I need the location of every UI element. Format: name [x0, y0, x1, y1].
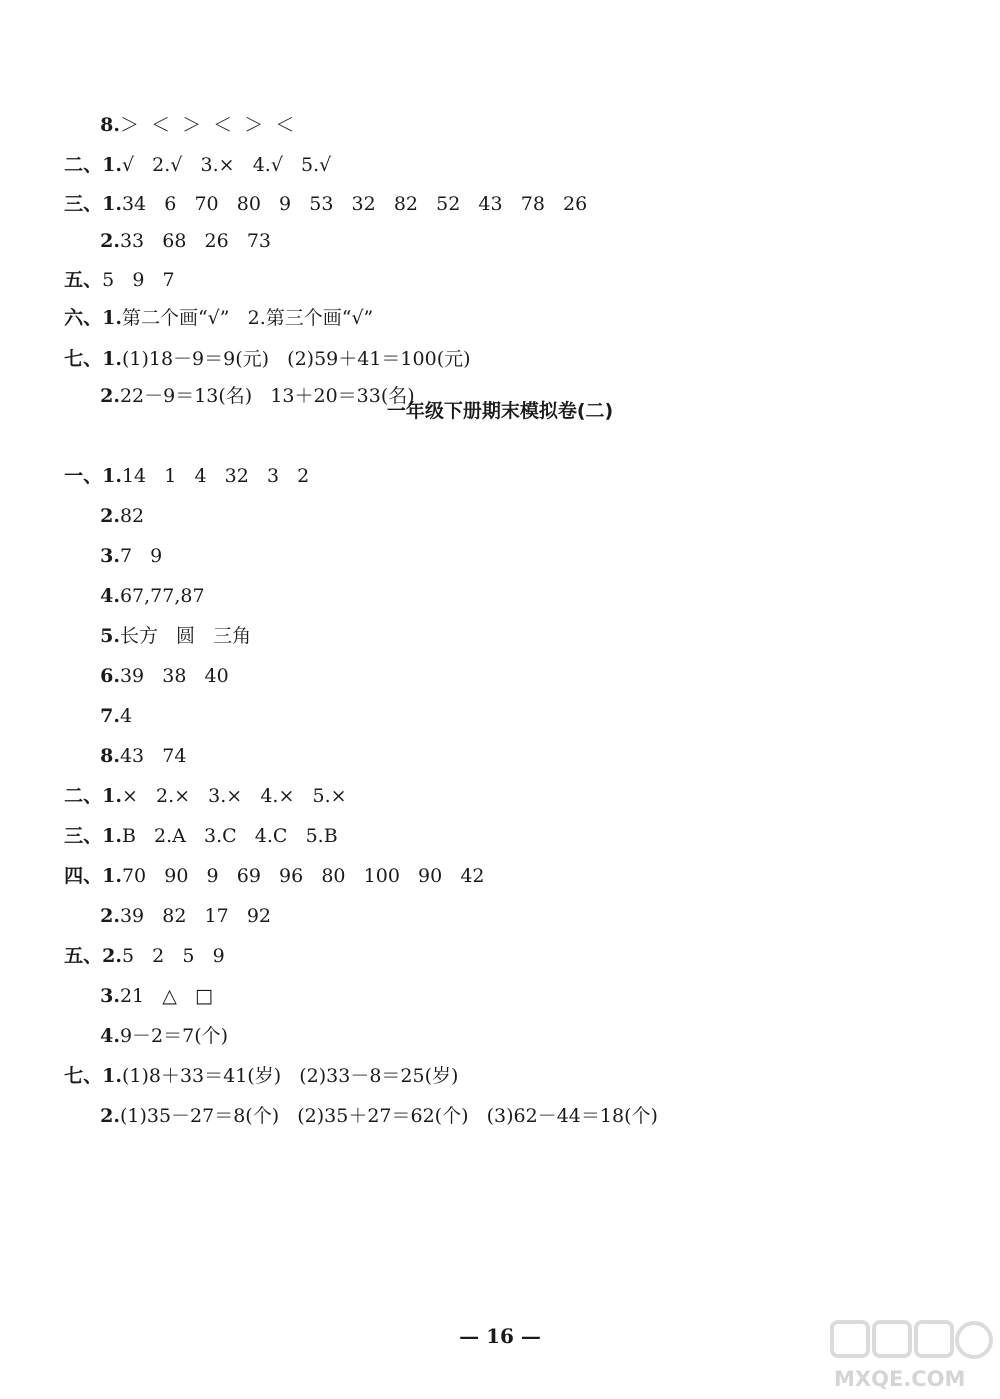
answer-line: 3.21 △ □ — [100, 985, 213, 1007]
section-title: 一年级下册期末模拟卷(二) — [386, 400, 614, 422]
page-number: — 16 — — [459, 1324, 541, 1348]
answer-line: 七、1.(1)8＋33＝41(岁) (2)33－8＝25(岁) — [64, 1065, 459, 1087]
answer-line: 2.22－9＝13(名) 13＋20＝33(名) — [100, 385, 415, 407]
answer-line: 3.7 9 — [100, 545, 163, 567]
answer-line: 一、1.14 1 4 32 3 2 — [64, 465, 310, 487]
answer-line: 8.＞ ＜ ＞ ＜ ＞ ＜ — [100, 114, 295, 136]
answer-line: 6.39 38 40 — [100, 665, 229, 687]
answer-line: 5.长方 圆 三角 — [100, 625, 252, 647]
answer-line: 8.43 74 — [100, 745, 187, 767]
answer-line: 二、1.√ 2.√ 3.× 4.√ 5.√ — [64, 154, 332, 176]
answer-line: 六、1.第二个画“√” 2.第三个画“√” — [64, 307, 374, 329]
watermark-logo — [828, 1318, 996, 1394]
answer-line: 4.9－2＝7(个) — [100, 1025, 229, 1047]
answer-line: 二、1.× 2.× 3.× 4.× 5.× — [64, 785, 347, 807]
answer-line: 三、1.B 2.A 3.C 4.C 5.B — [64, 825, 338, 847]
answer-line: 五、2.5 2 5 9 — [64, 945, 225, 967]
answer-line: 三、1.34 6 70 80 9 53 32 82 52 43 78 26 — [64, 193, 588, 215]
answer-line: 五、5 9 7 — [64, 269, 175, 291]
answer-line: 4.67,77,87 — [100, 585, 205, 607]
answer-line: 2.33 68 26 73 — [100, 230, 272, 252]
answer-line: 2.39 82 17 92 — [100, 905, 272, 927]
answer-line: 四、1.70 90 9 69 96 80 100 90 42 — [64, 865, 485, 887]
answer-line: 七、1.(1)18－9＝9(元) (2)59＋41＝100(元) — [64, 348, 471, 370]
answer-line: 2.(1)35－27＝8(个) (2)35＋27＝62(个) (3)62－44＝18(个) — [100, 1105, 658, 1127]
answer-line: 2.82 — [100, 505, 145, 527]
answer-line: 7.4 — [100, 705, 133, 727]
svg-text:MXQE.COM: MXQE.COM — [834, 1367, 966, 1391]
